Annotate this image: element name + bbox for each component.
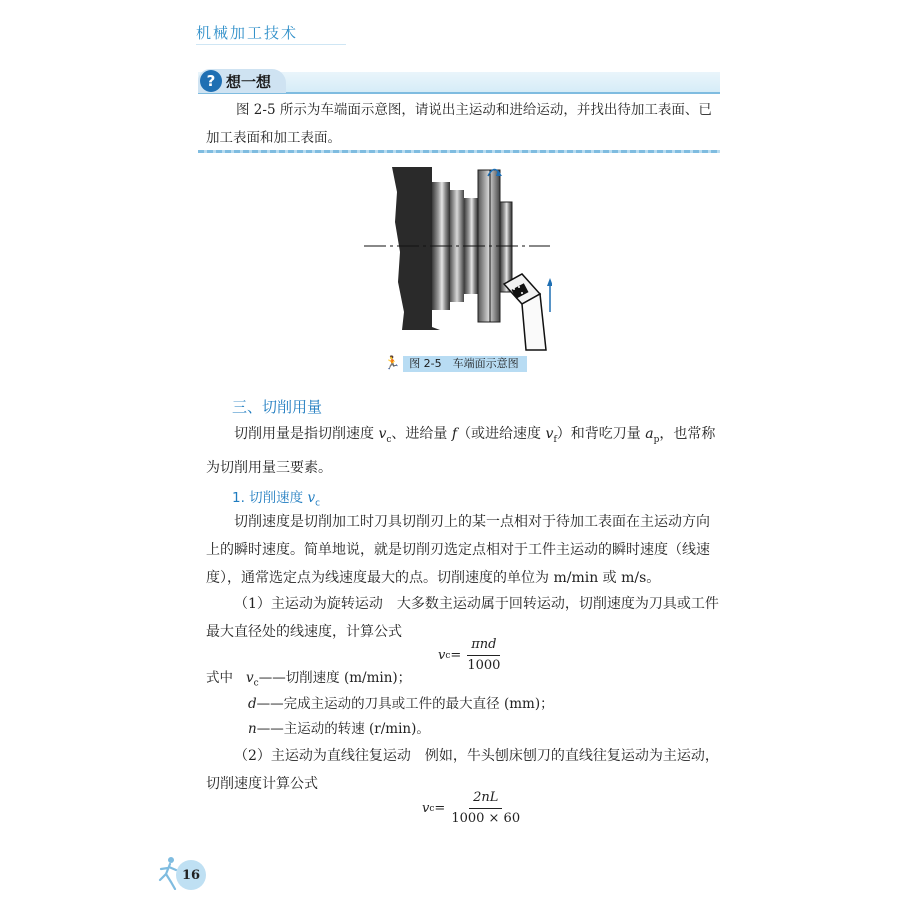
cutting-tool [504, 274, 546, 350]
def-n: n——主运动的转速 (r/min)。 [248, 721, 430, 737]
facing-diagram [362, 162, 552, 352]
rotary-motion-paragraph: （1）主运动为旋转运动 大多数主运动属于回转运动，切削速度为刀具或工件最大直径处的线速度，计算公式 [206, 596, 719, 640]
think-box-text: 图 2-5 所示为车端面示意图，请说出主运动和进给运动，并找出待加工表面、已加工表面和加工表面。 [206, 102, 712, 146]
figure-caption [384, 355, 527, 372]
think-box-rule [198, 150, 720, 153]
formula-rotary: v c = $\frac{\text{πnd}}{1000}$ [438, 637, 501, 673]
cutting-speed-paragraph: 切削速度是切削加工时刀具切削刃上的某一点相对于待加工表面在主运动方向上的瞬时速度。简单地说，就是切削刃选定点相对于工件主运动的瞬时速度（线速度），通常选定点为线速度最大的点。切削速度的单位为 m/min 或 m/s。 [206, 514, 710, 586]
think-box-label: 想一想 [226, 72, 272, 91]
formula-reciprocating: v c = $\frac{2nL}{1000 \times 60}$ [422, 790, 521, 826]
section-intro: 切削用量是指切削速度 $v_c$、进给量 f（或进给速度 $v_f$）和背吃刀量 $a_p$，也常称为切削用量三要素。 [206, 426, 716, 476]
section-title: 三、切削用量 [232, 398, 323, 416]
def-d: d——完成主运动的刀具或工件的最大直径 (mm)； [248, 696, 554, 712]
think-box-tab [198, 69, 286, 93]
subsection-title: 1. 切削速度 $v_c$ [232, 490, 321, 509]
reciprocating-motion-paragraph: （2）主运动为直线往复运动 例如，牛头刨床刨刀的直线往复运动为主运动，切削速度计算公式 [206, 748, 719, 792]
page-number: 16 [176, 860, 206, 890]
runner-icon: 🏃 [384, 356, 401, 371]
running-title: 机械加工技术 [196, 24, 299, 42]
figure-caption-text: 图 2-5 车端面示意图 [403, 356, 526, 372]
question-icon: ? [200, 70, 222, 92]
header-rule [196, 44, 346, 45]
workpiece-end [500, 202, 512, 292]
where-label: 式中 [206, 670, 233, 686]
def-vc: $v_c——$切削速度 (m/min)； [246, 670, 412, 689]
